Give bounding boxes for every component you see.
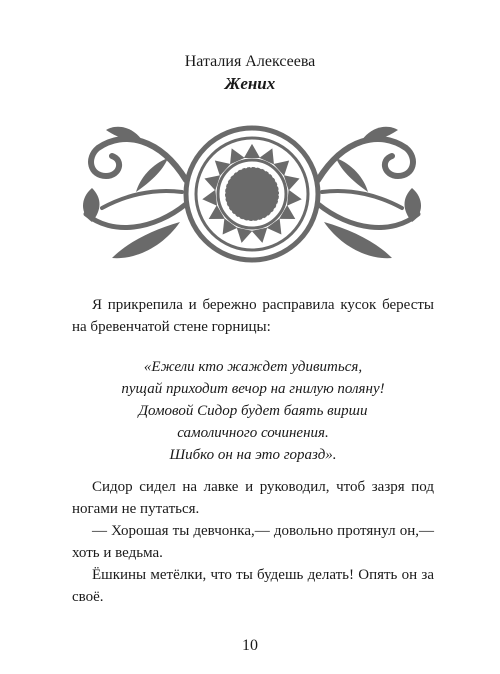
chapter-title: Жених (224, 74, 276, 93)
poem-line: пущай приходит вечор на гнилую поляну! (121, 381, 385, 397)
paragraph: Сидор сидел на лавке и руководил, чтоб зазря под ногами не путаться. (72, 479, 434, 517)
paragraph: — Хорошая ты девчонка,— довольно протянул он,— хоть и ведьма. (72, 523, 434, 561)
story-text (72, 476, 434, 608)
poem-line: Домовой Сидор будет баять вирши (138, 403, 368, 419)
poem-line: «Ежели кто жаждет удивиться, (143, 359, 363, 375)
page-number: 10 (242, 637, 258, 654)
poem-line: самоличного сочинения. (177, 425, 329, 441)
author-name: Наталия Алексеева (184, 53, 316, 70)
intro-paragraph: Я прикрепила и бережно расправила кусок бересты на бревенчатой стене горницы: (72, 297, 434, 335)
poem-line: Шибко он на это горазд». (169, 447, 337, 463)
poem-block (72, 356, 434, 466)
folk-ornament-icon (72, 118, 432, 270)
paragraph: Ёшкины метёлки, что ты будешь делать! Опять он за своё. (72, 567, 434, 605)
